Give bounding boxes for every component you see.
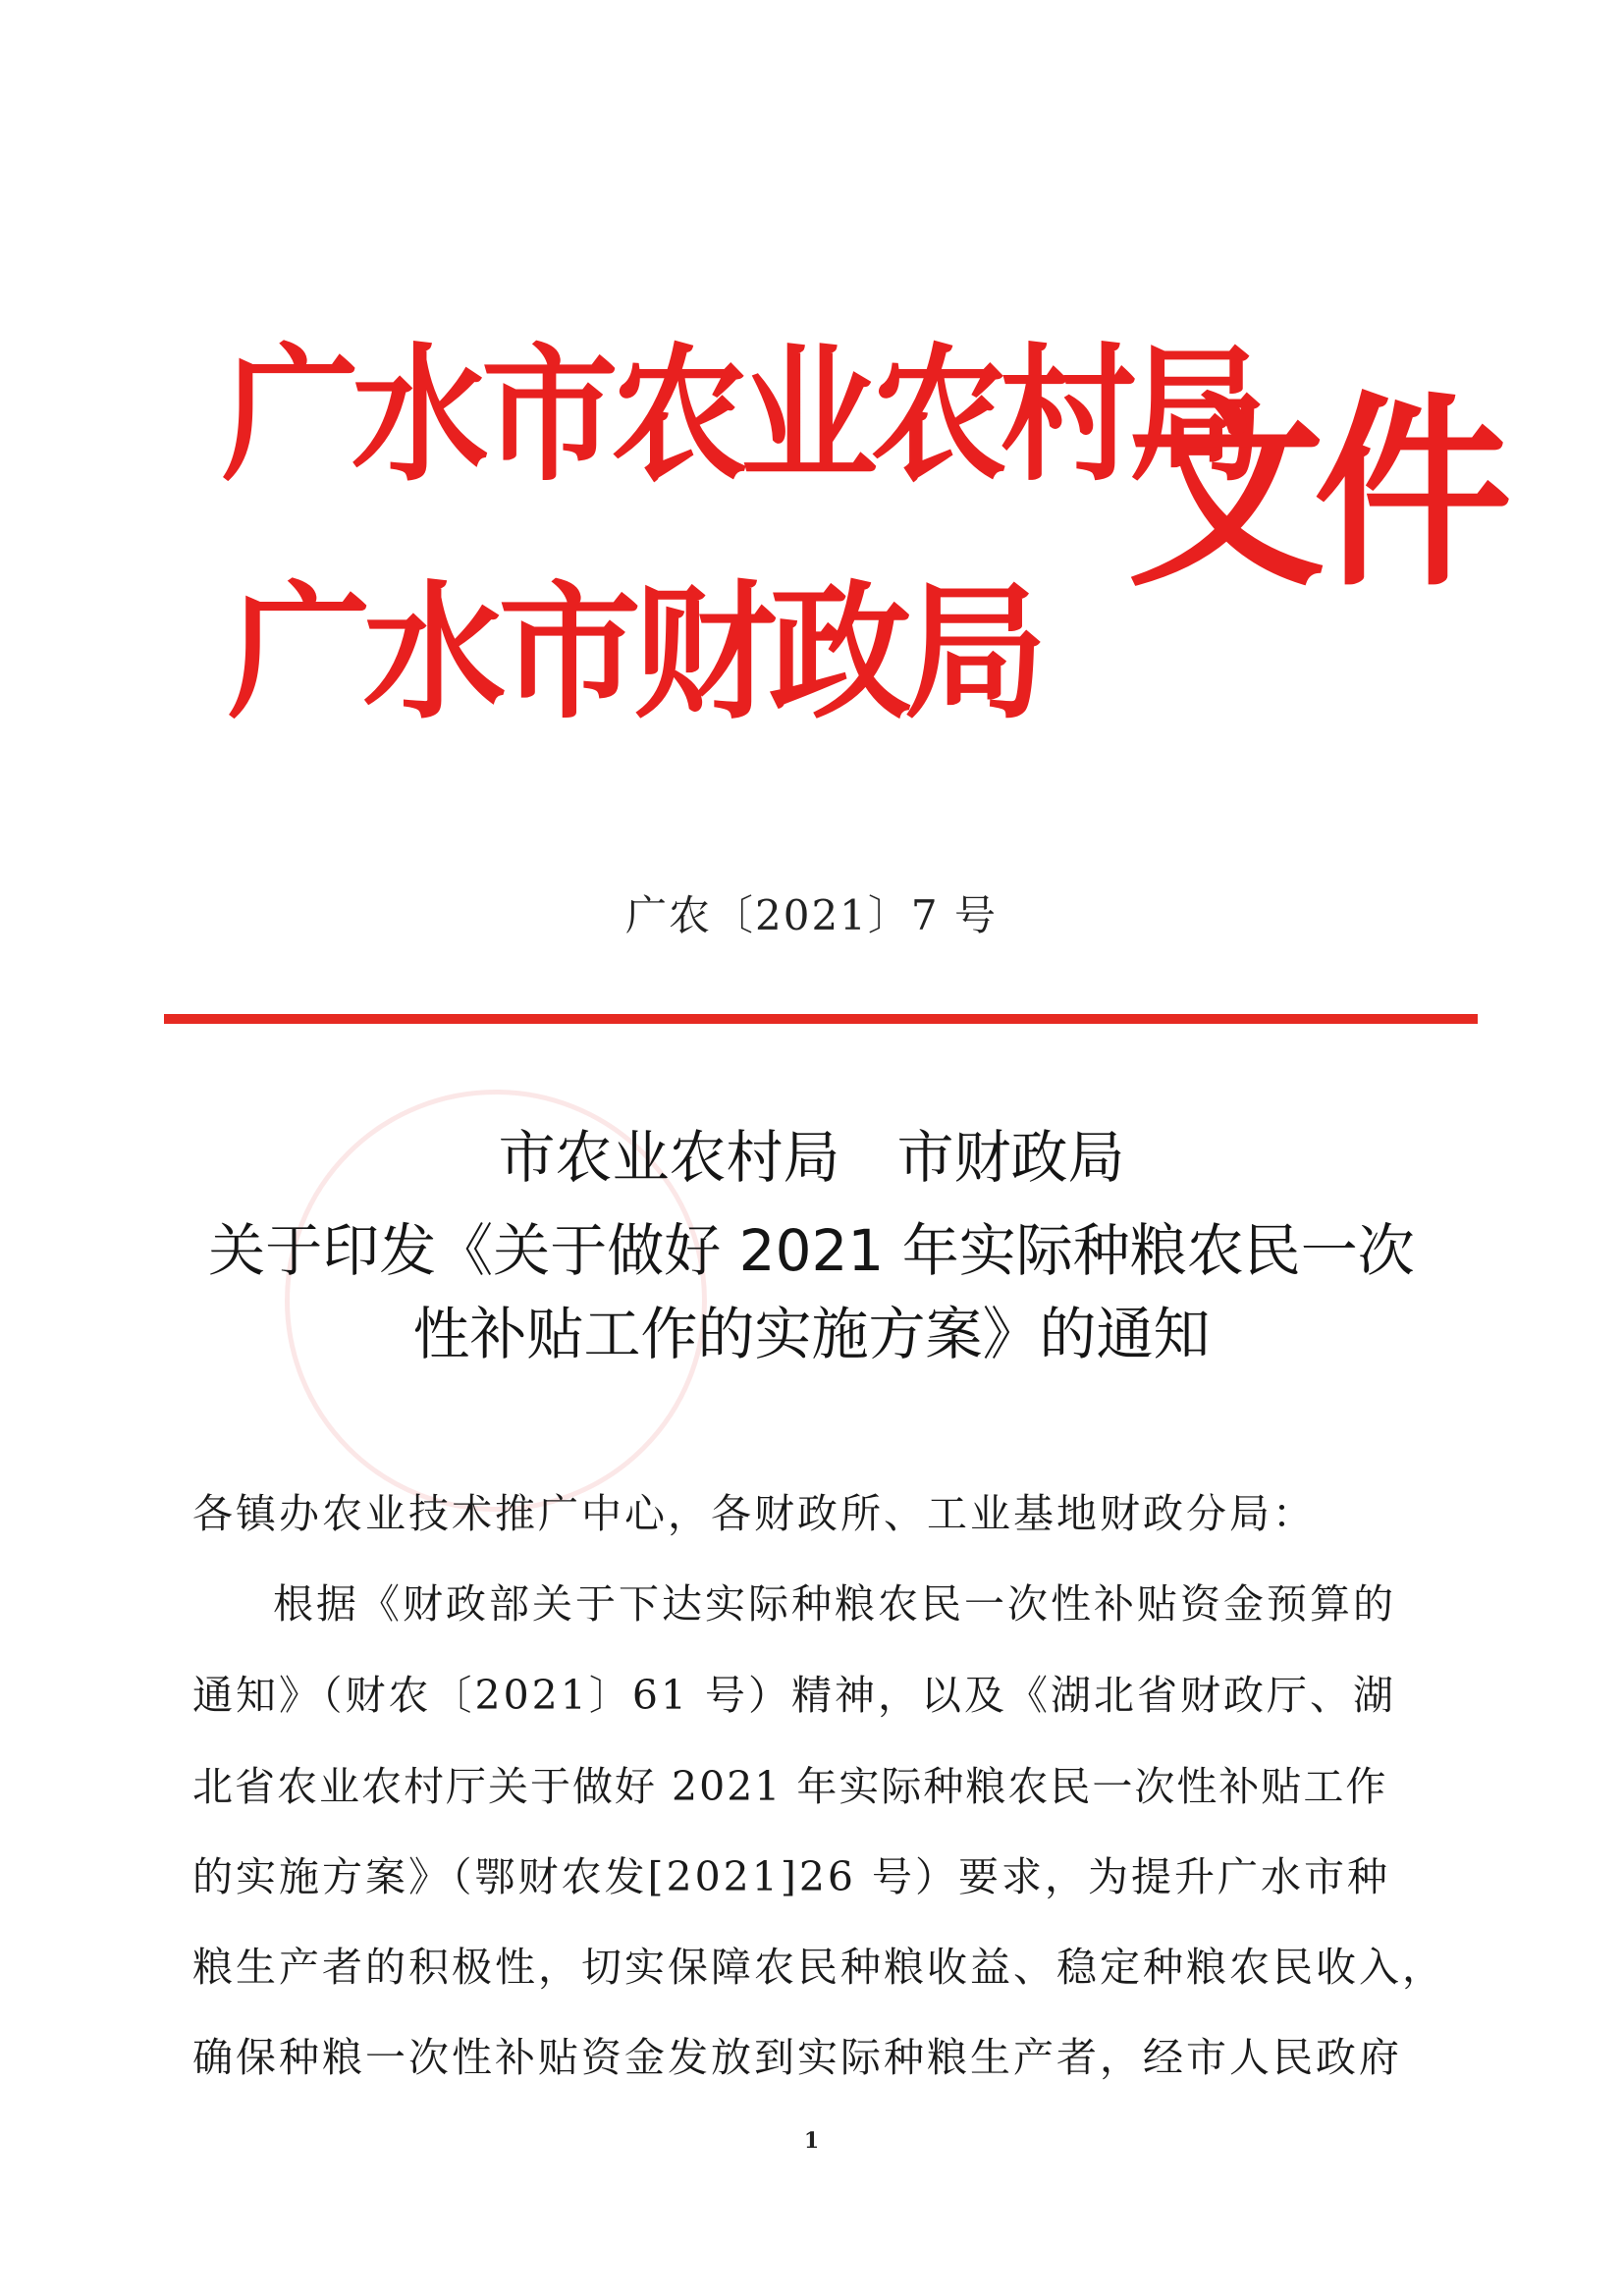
addressee-line: 各镇办农业技术推广中心，各财政所、工业基地财政分局： [192,1490,1316,1537]
document-number: 广农〔2021〕7 号 [625,891,998,939]
red-masthead [0,0,1623,785]
red-divider-rule [164,1014,1478,1024]
notice-title-line-3: 性补贴工作的实施方案》的通知 [412,1301,1211,1367]
body-line-6: 确保种粮一次性补贴资金发放到实际种粮生产者，经市人民政府 [192,2034,1402,2081]
notice-title-line-1: 市农业农村局 市财政局 [498,1124,1125,1191]
body-line-1: 根据《财政部关于下达实际种粮农民一次性补贴资金预算的 [273,1580,1396,1628]
page-number: 1 [803,2128,820,2154]
issuer-finance-bureau: 广水市财政局 [228,566,1040,739]
notice-title-line-2: 关于印发《关于做好 2021 年实际种粮农民一次 [208,1217,1415,1284]
body-line-3: 北省农业农村厅关于做好 2021 年实际种粮农民一次性补贴工作 [192,1763,1388,1810]
document-word: 文件 [1127,372,1501,614]
body-line-2: 通知》（财农〔2021〕61 号）精神，以及《湖北省财政厅、湖 [192,1672,1397,1719]
body-line-4: 的实施方案》（鄂财农发[2021]26 号）要求，为提升广水市种 [192,1853,1391,1900]
issuer-agriculture-bureau: 广水市农业农村局 [222,329,1260,502]
body-line-5: 粮生产者的积极性，切实保障农民种粮收益、稳定种粮农民收入， [192,1944,1445,1991]
